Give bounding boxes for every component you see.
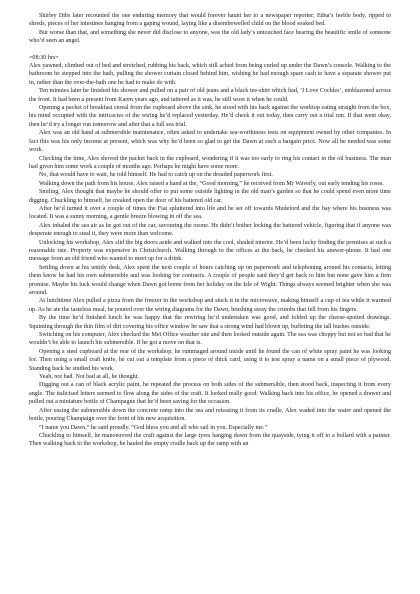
paragraph: But worse than that, and something she never did disclose to anyone, was the old lady’s untouched face bearing the beautific smile of someone who’d seen an angel. [29, 29, 391, 45]
paragraph: At lunchtime Alex pulled a pizza from the freezer in the workshop and stuck it in the microwave, making himself a cup of tea while it warmed up. As he ate the tasteless meal, he poured over the wiring diagrams for the Dawn, brushing away the crumbs that fell from his fingers. [29, 298, 391, 313]
section-timestamp: =08:30 hrs= [29, 54, 59, 61]
paragraph: Shirley Dibs later recounted the one enduring memory that would forever haunt her to a newspaper reporter; Edna’s feeble body, ripped to shreds, pieces of her intestines hanging from a gaping wound, laying like a disembowelled child on the blood soaked bed. [29, 13, 391, 28]
paragraph: Ten minutes later he finished his shower and pulled on a pair of old jeans and a black tee-shirt which had, ‘I Love Cockles’, emblazoned across the front. It had been a present from Karen years ago, and tattered as it was, he still wore it when he could. [29, 88, 391, 103]
paragraph: Settling down at his untidy desk, Alex spent the next couple of hours catching up on paperwork and telephoning around his contacts, letting them know he had his own submersible and was looking for contracts. A couple of people said they’d get back to him but none gave him a firm promise. Maybe his luck would change when Dawn got home from her holiday on the Isle of Wight. Things always seemed brighter when she was around. [29, 264, 391, 296]
paragraph: Yeah, not bad. Not bad at all, he thought. [39, 374, 139, 381]
paragraph: After easing the submersible down the concrete ramp into the sea and releasing it from its cradle, Alex waded into the water and opened the bottle, pouring Champaign over the front of his new acquisition. [29, 407, 391, 423]
paragraph: Alex inhaled the sea air as he got out of the car, savouring the ozone. He didn’t bother locking the battered vehicle, figuring that if anyone was desperate enough to steal it, they were more than welcome. [29, 222, 391, 238]
section-gap [29, 46, 391, 54]
body-section [29, 62, 391, 449]
paragraph: Opening a packet of breakfast cereal from the cupboard above the sink, he stood with his back against the worktop eating straight from the box, his mind occupied with the intricacies of the wiring he’d replaced yesterday. He’d check it out today, then carry out a trial run. If that went okay, then he’d try a longer run tomorrow and after that a full sea trial. [29, 105, 391, 128]
paragraph: Smiling, Alex thought that maybe he should offer to put some outside lighting in the old man’s garden so that he could spend even more time digging. Chuckling to himself, he creaked open the door of his battered old car. [29, 189, 391, 204]
paragraph: Alex yawned, climbed out of bed and stretched, rubbing his back, which still ached from being curled up under the Dawn’s console. Walking to the bathroom he stepped into the bath, pulling the shower curtain closed behind him, wishing he had enough spare cash to have a separate shower put in, rather than the over-the-bath one he had to make do with. [29, 63, 391, 86]
paragraph: Opening a steel cupboard at the rear of the workshop, he rummaged around inside until he found the can of white spray paint he was looking for. Then using a small craft knife, he cut out a template from a piece of thick card, using it to test spray a name on a small piece of plywood. Standing back he studied his work. [29, 348, 391, 372]
paragraph: Digging out a can of black acrylic paint, he repeated the process on both sides of the submersible, then stood back, inspecting it from every angle. The italicised letters seemed to flow along the sides of the craft. It looked really good. Walking back into his office, he opened a drawer and pulled out a miniature bottle of Champagne that he’d been saving for the occasion. [29, 382, 391, 406]
paragraph: Alex was an old hand at submersible maintenance, often asked to undertake sea-worthiness tests on equipment owned by other companies. In fact this was his only income at present, which was why he’d been so glad to get the Dawn at such a bargain price. Now all he needed was some work. [29, 130, 391, 154]
paragraph: No, that would have to wait, he told himself. He had to catch up on the dreaded paperwork first. [39, 172, 273, 179]
opening-section [29, 12, 391, 46]
paragraph: “I name you Dawn,” he said proudly. “God bless you and all who sail in you. Especially me.” [39, 424, 268, 431]
paragraph: Checking the time, Alex shoved the packet back in the cupboard, wondering if it was too early to ring his contact in the oil business. The man had given him some work a couple of months ago. Perhaps he might have some more. [29, 155, 391, 170]
paragraph: Walking down the path from his house, Alex raised a hand at the, “Good morning,” he received from Mr Waverly, out early tending his roses. [39, 180, 384, 187]
paragraph: Chuckling to himself, he manoeuvred the craft against the large tyres hanging down from the quayside, tying it off to a bollard with a painter. Then walking back to the workshop, he hauled the empty cradle back up the ramp with an [29, 432, 391, 448]
paragraph: By the time he’d finished lunch he was happy that the rewiring he’d undertaken was good, and folded up the cheese-spotted drawings. Squinting through the thin film of dirt covering his office window he saw that a strong wind had blown up, buffeting the tall bushes outside. [29, 315, 391, 330]
paragraph: Unlocking his workshop, Alex slid the big doors aside and walked into the cool, shaded interior. He’d been lucky finding the premises at such a reasonable rate. Property was expensive in Christchurch. Walking through to the offices at the back, he checked his answer-phone. It had one message from an old friend who wanted to meet up for a drink. [29, 239, 391, 263]
paragraph: Switching on his computer, Alex checked the Met Office weather site and then looked outside again. The sea was choppy but not so bad that he wouldn’t be able to launch his submersible. If he got a move on that is. [29, 332, 391, 347]
paragraph: After he’d turned it over a couple of times the Fiat spluttered into life and he set off towards Mudeford and the bay where his business was located. It was a sunny morning, a gentle breeze blowing in off the sea. [29, 205, 391, 221]
